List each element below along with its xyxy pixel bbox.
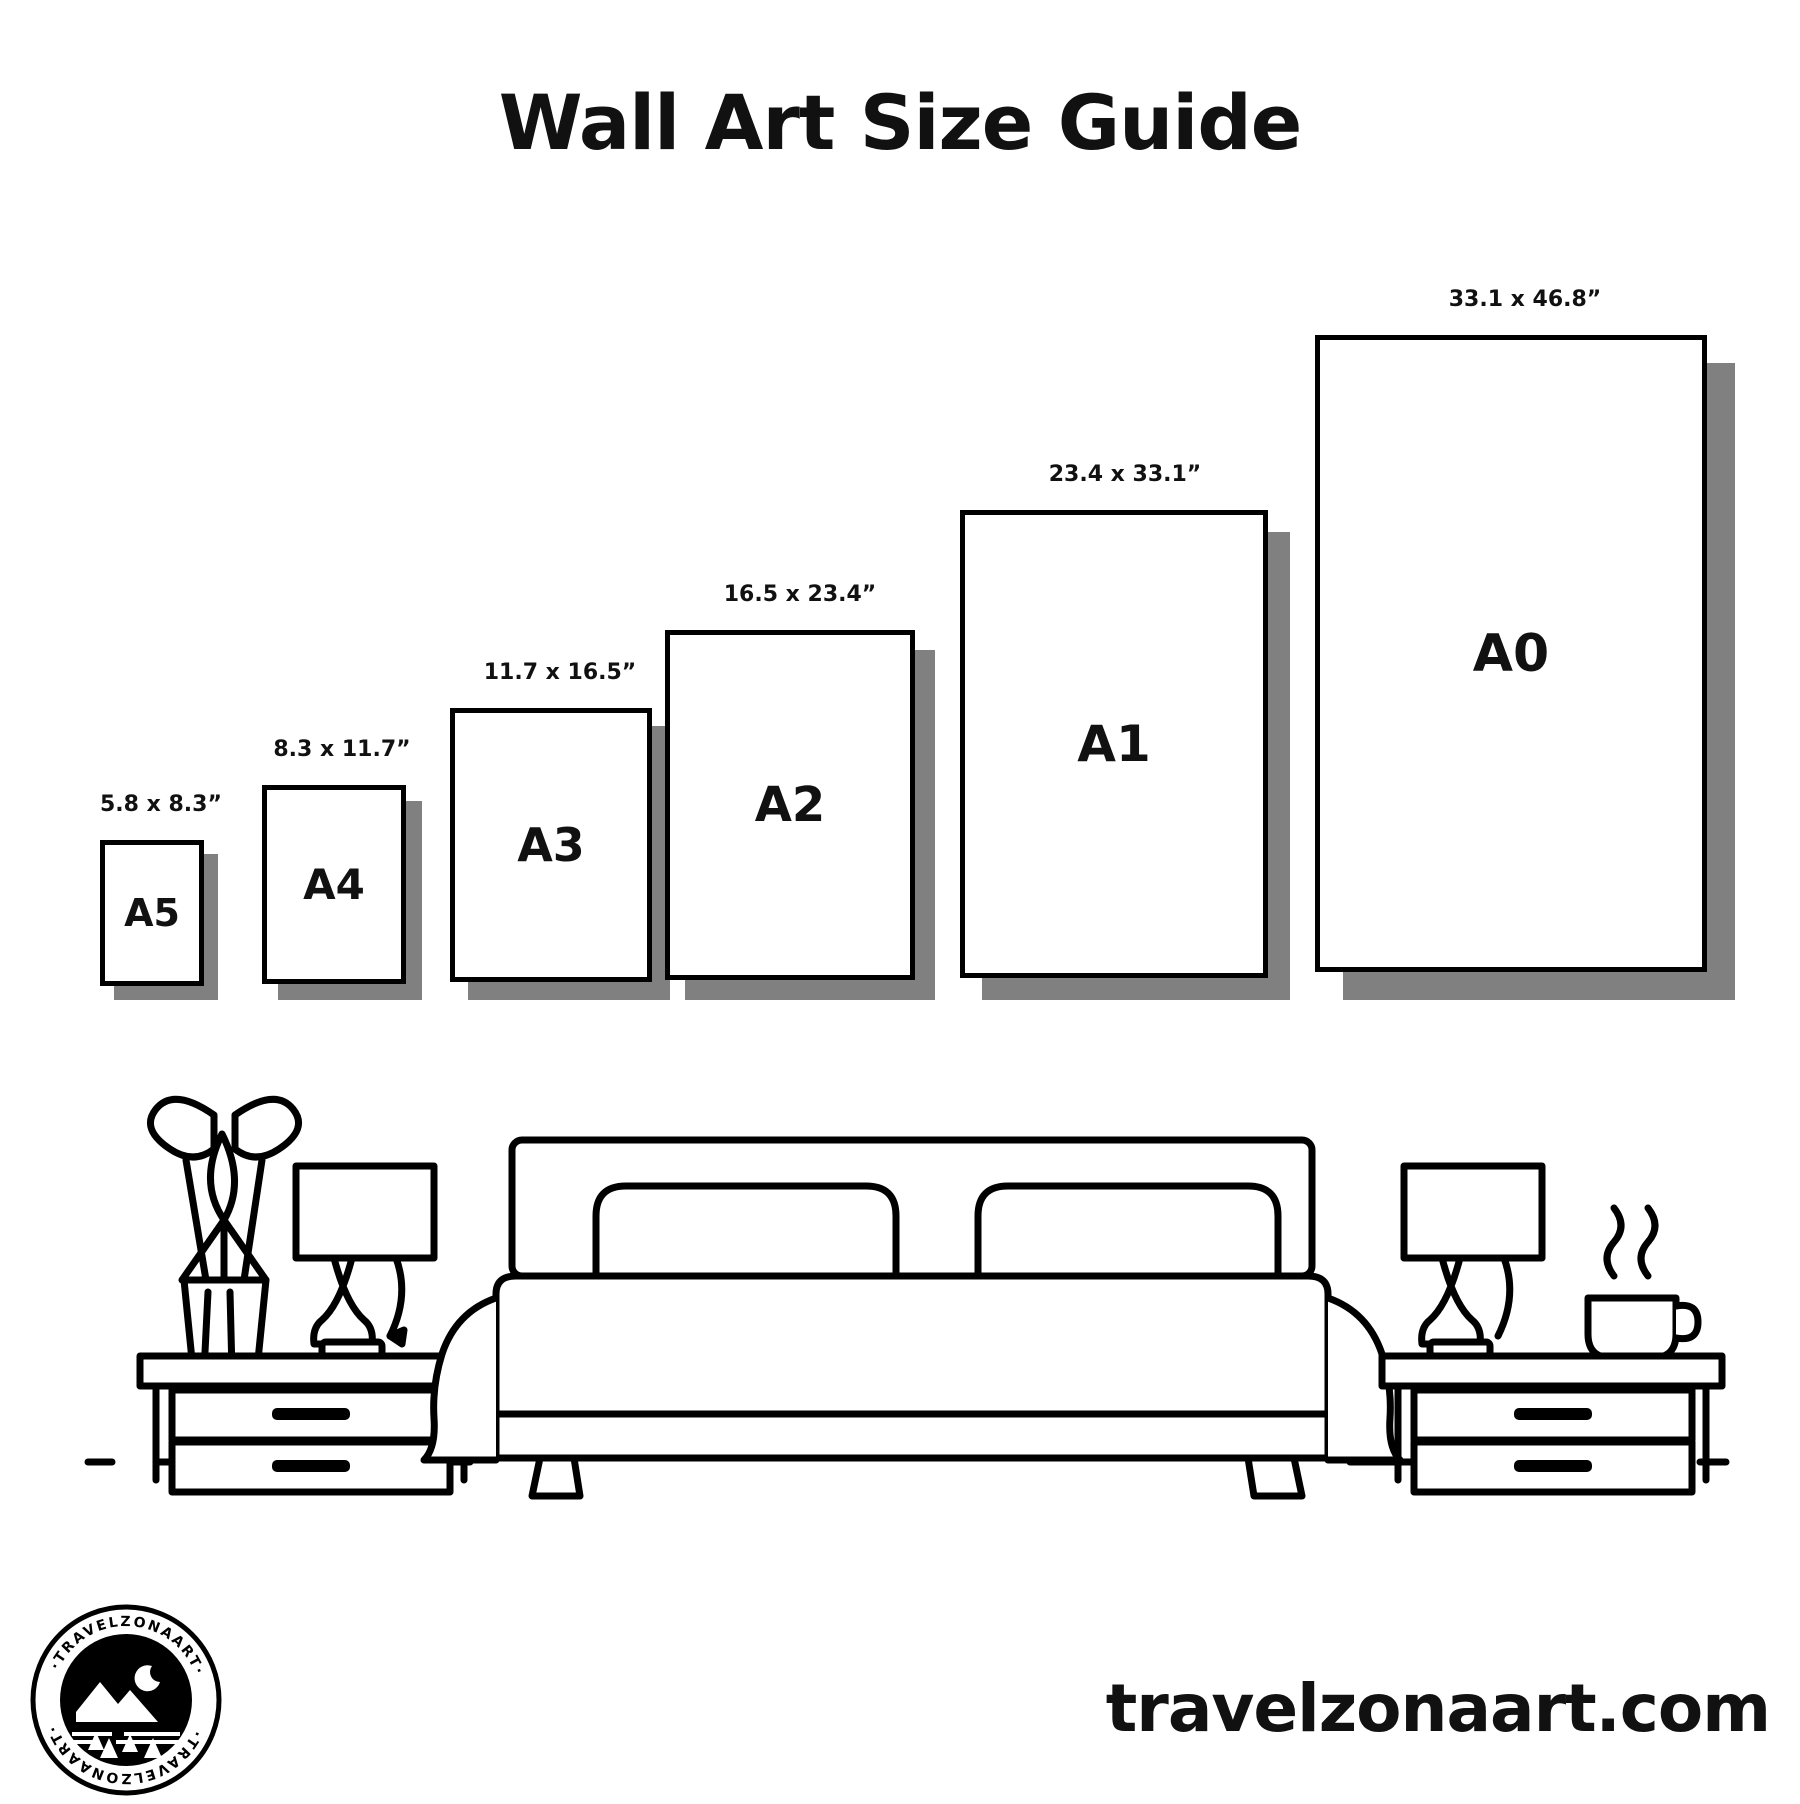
lamp-left (296, 1166, 434, 1356)
frame-box-a0[interactable] (1315, 335, 1707, 972)
frame-box-a1[interactable] (960, 510, 1268, 978)
frame-dimensions-a1: 23.4 x 33.1” (1048, 462, 1202, 487)
frame-box-a4[interactable] (262, 785, 406, 984)
bed (424, 1140, 1400, 1496)
lamp-right (1404, 1166, 1542, 1356)
frame-name-a1: A1 (1077, 715, 1151, 773)
coffee-cup (1588, 1208, 1698, 1358)
logo-text-top: ·TRAVELZONAART· (47, 1613, 208, 1679)
brand-logo-svg (26, 1600, 226, 1800)
frame-name-a4: A4 (303, 860, 365, 909)
size-comparison-row (0, 280, 1800, 1000)
frame-group-a5 (100, 792, 222, 1000)
frame-dimensions-a5: 5.8 x 8.3” (100, 792, 222, 817)
frame-box-a3[interactable] (450, 708, 652, 982)
page-title: Wall Art Size Guide (498, 78, 1302, 167)
bedroom-scene-svg (0, 980, 1800, 1540)
frame-group-a2 (665, 582, 935, 1000)
frame-group-a1 (960, 462, 1290, 1000)
frame-dimensions-a0: 33.1 x 46.8” (1448, 287, 1602, 312)
frame-group-a4 (262, 737, 422, 1000)
frame-group-a3 (450, 660, 670, 1000)
frame-name-a3: A3 (517, 818, 585, 872)
frame-group-a0 (1315, 287, 1735, 1000)
plant-left (150, 1099, 298, 1380)
frame-dimensions-a2: 16.5 x 23.4” (723, 582, 877, 607)
nightstand-right (1382, 1356, 1722, 1492)
logo-text-bottom: ·TRAVELZONAART· (44, 1721, 205, 1787)
website-url[interactable]: travelzonaart.com (1105, 1670, 1770, 1747)
bedroom-illustration (0, 980, 1800, 1540)
frame-box-a2[interactable] (665, 630, 915, 980)
frame-dimensions-a4: 8.3 x 11.7” (273, 737, 411, 762)
frame-box-a5[interactable] (100, 840, 204, 986)
brand-logo[interactable] (26, 1600, 226, 1800)
frame-name-a0: A0 (1472, 623, 1550, 684)
frame-dimensions-a3: 11.7 x 16.5” (483, 660, 637, 685)
frame-name-a2: A2 (754, 777, 826, 833)
frame-name-a5: A5 (124, 891, 180, 935)
nightstand-left (140, 1356, 480, 1492)
